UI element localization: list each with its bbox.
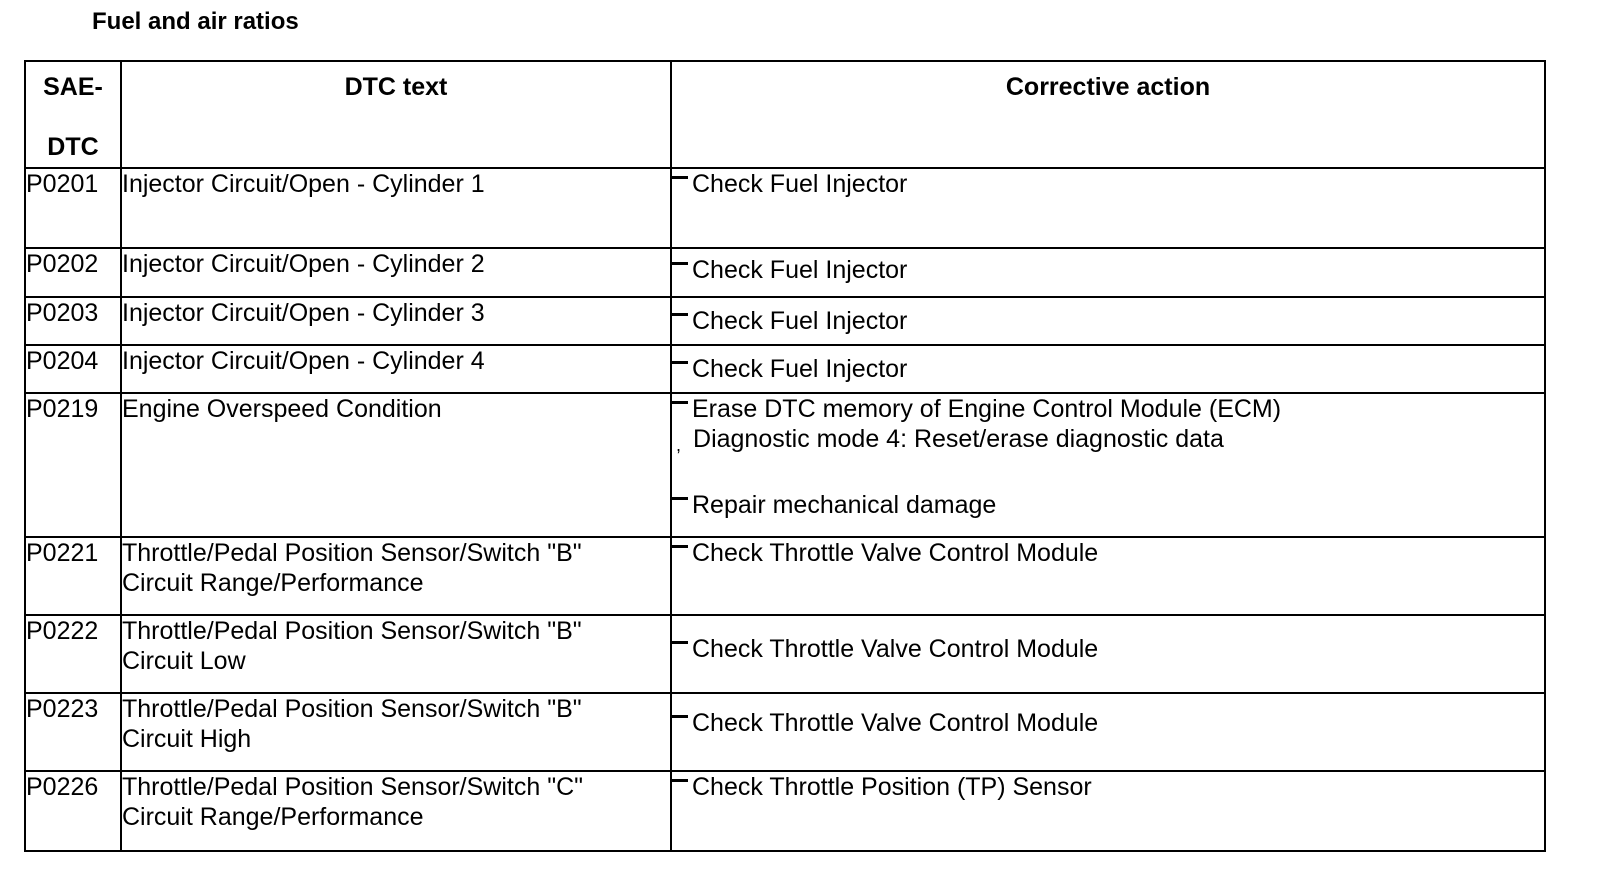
- dash-icon: [672, 779, 688, 782]
- table-row: [25, 168, 1545, 248]
- dtc-code: P0204: [25, 345, 121, 393]
- corrective-action: Check Throttle Position (TP) Sensor: [671, 771, 1545, 851]
- table-row: [25, 248, 1545, 297]
- header-dtc-label: DTC: [47, 133, 99, 161]
- corrective-action: Check Throttle Valve Control Module: [671, 693, 1545, 771]
- header-sae-label: SAE-: [43, 73, 103, 101]
- dash-icon: [672, 715, 688, 718]
- header-sae-dtc: [25, 61, 121, 168]
- dtc-text: Throttle/Pedal Position Sensor/Switch "C" Circuit Range/Performance: [121, 771, 671, 851]
- corrective-action: Check Fuel Injector: [671, 248, 1545, 297]
- corrective-action: Check Throttle Valve Control Module: [671, 537, 1545, 615]
- dtc-text: Injector Circuit/Open - Cylinder 2: [121, 248, 671, 297]
- header-dtc-text: DTC text: [121, 61, 671, 168]
- dash-icon: [672, 641, 688, 644]
- dash-icon: [672, 361, 688, 364]
- dtc-code: P0203: [25, 297, 121, 345]
- corrective-action: Check Throttle Valve Control Module: [671, 615, 1545, 693]
- corrective-action: Check Fuel Injector: [671, 168, 1545, 248]
- table-row: [25, 393, 1545, 537]
- page-title: Fuel and air ratios: [92, 8, 299, 35]
- dtc-text: Injector Circuit/Open - Cylinder 1: [121, 168, 671, 248]
- dtc-code: P0202: [25, 248, 121, 297]
- dtc-code: P0226: [25, 771, 121, 851]
- dtc-text: Injector Circuit/Open - Cylinder 4: [121, 345, 671, 393]
- dtc-text: Engine Overspeed Condition: [121, 393, 671, 537]
- dtc-text: Throttle/Pedal Position Sensor/Switch "B" Circuit High: [121, 693, 671, 771]
- dash-icon: [672, 262, 688, 265]
- bullet-icon: ,: [676, 435, 682, 455]
- table-header-row: [25, 61, 1545, 168]
- dtc-text: Throttle/Pedal Position Sensor/Switch "B" Circuit Range/Performance: [121, 537, 671, 615]
- table-row: [25, 345, 1545, 393]
- table-row: [25, 615, 1545, 693]
- dash-icon: [672, 497, 688, 500]
- dtc-text: Throttle/Pedal Position Sensor/Switch "B" Circuit Low: [121, 615, 671, 693]
- dtc-table: [24, 60, 1546, 852]
- dtc-code: P0201: [25, 168, 121, 248]
- table-row: [25, 693, 1545, 771]
- corrective-action: Check Fuel Injector: [671, 297, 1545, 345]
- dash-icon: [672, 545, 688, 548]
- table-row: [25, 537, 1545, 615]
- dash-icon: [672, 176, 688, 179]
- table-row: [25, 297, 1545, 345]
- dtc-code: P0221: [25, 537, 121, 615]
- dash-icon: [672, 401, 688, 404]
- dtc-code: P0219: [25, 393, 121, 537]
- table-row: [25, 771, 1545, 851]
- corrective-action: Check Fuel Injector: [671, 345, 1545, 393]
- dtc-code: P0223: [25, 693, 121, 771]
- header-corrective-action: Corrective action: [671, 61, 1545, 168]
- corrective-action: Erase DTC memory of Engine Control Module (ECM) , Diagnostic mode 4: Reset/erase diagnostic data Repair mechanical damage: [671, 393, 1545, 537]
- dtc-text: Injector Circuit/Open - Cylinder 3: [121, 297, 671, 345]
- dash-icon: [672, 313, 688, 316]
- dtc-code: P0222: [25, 615, 121, 693]
